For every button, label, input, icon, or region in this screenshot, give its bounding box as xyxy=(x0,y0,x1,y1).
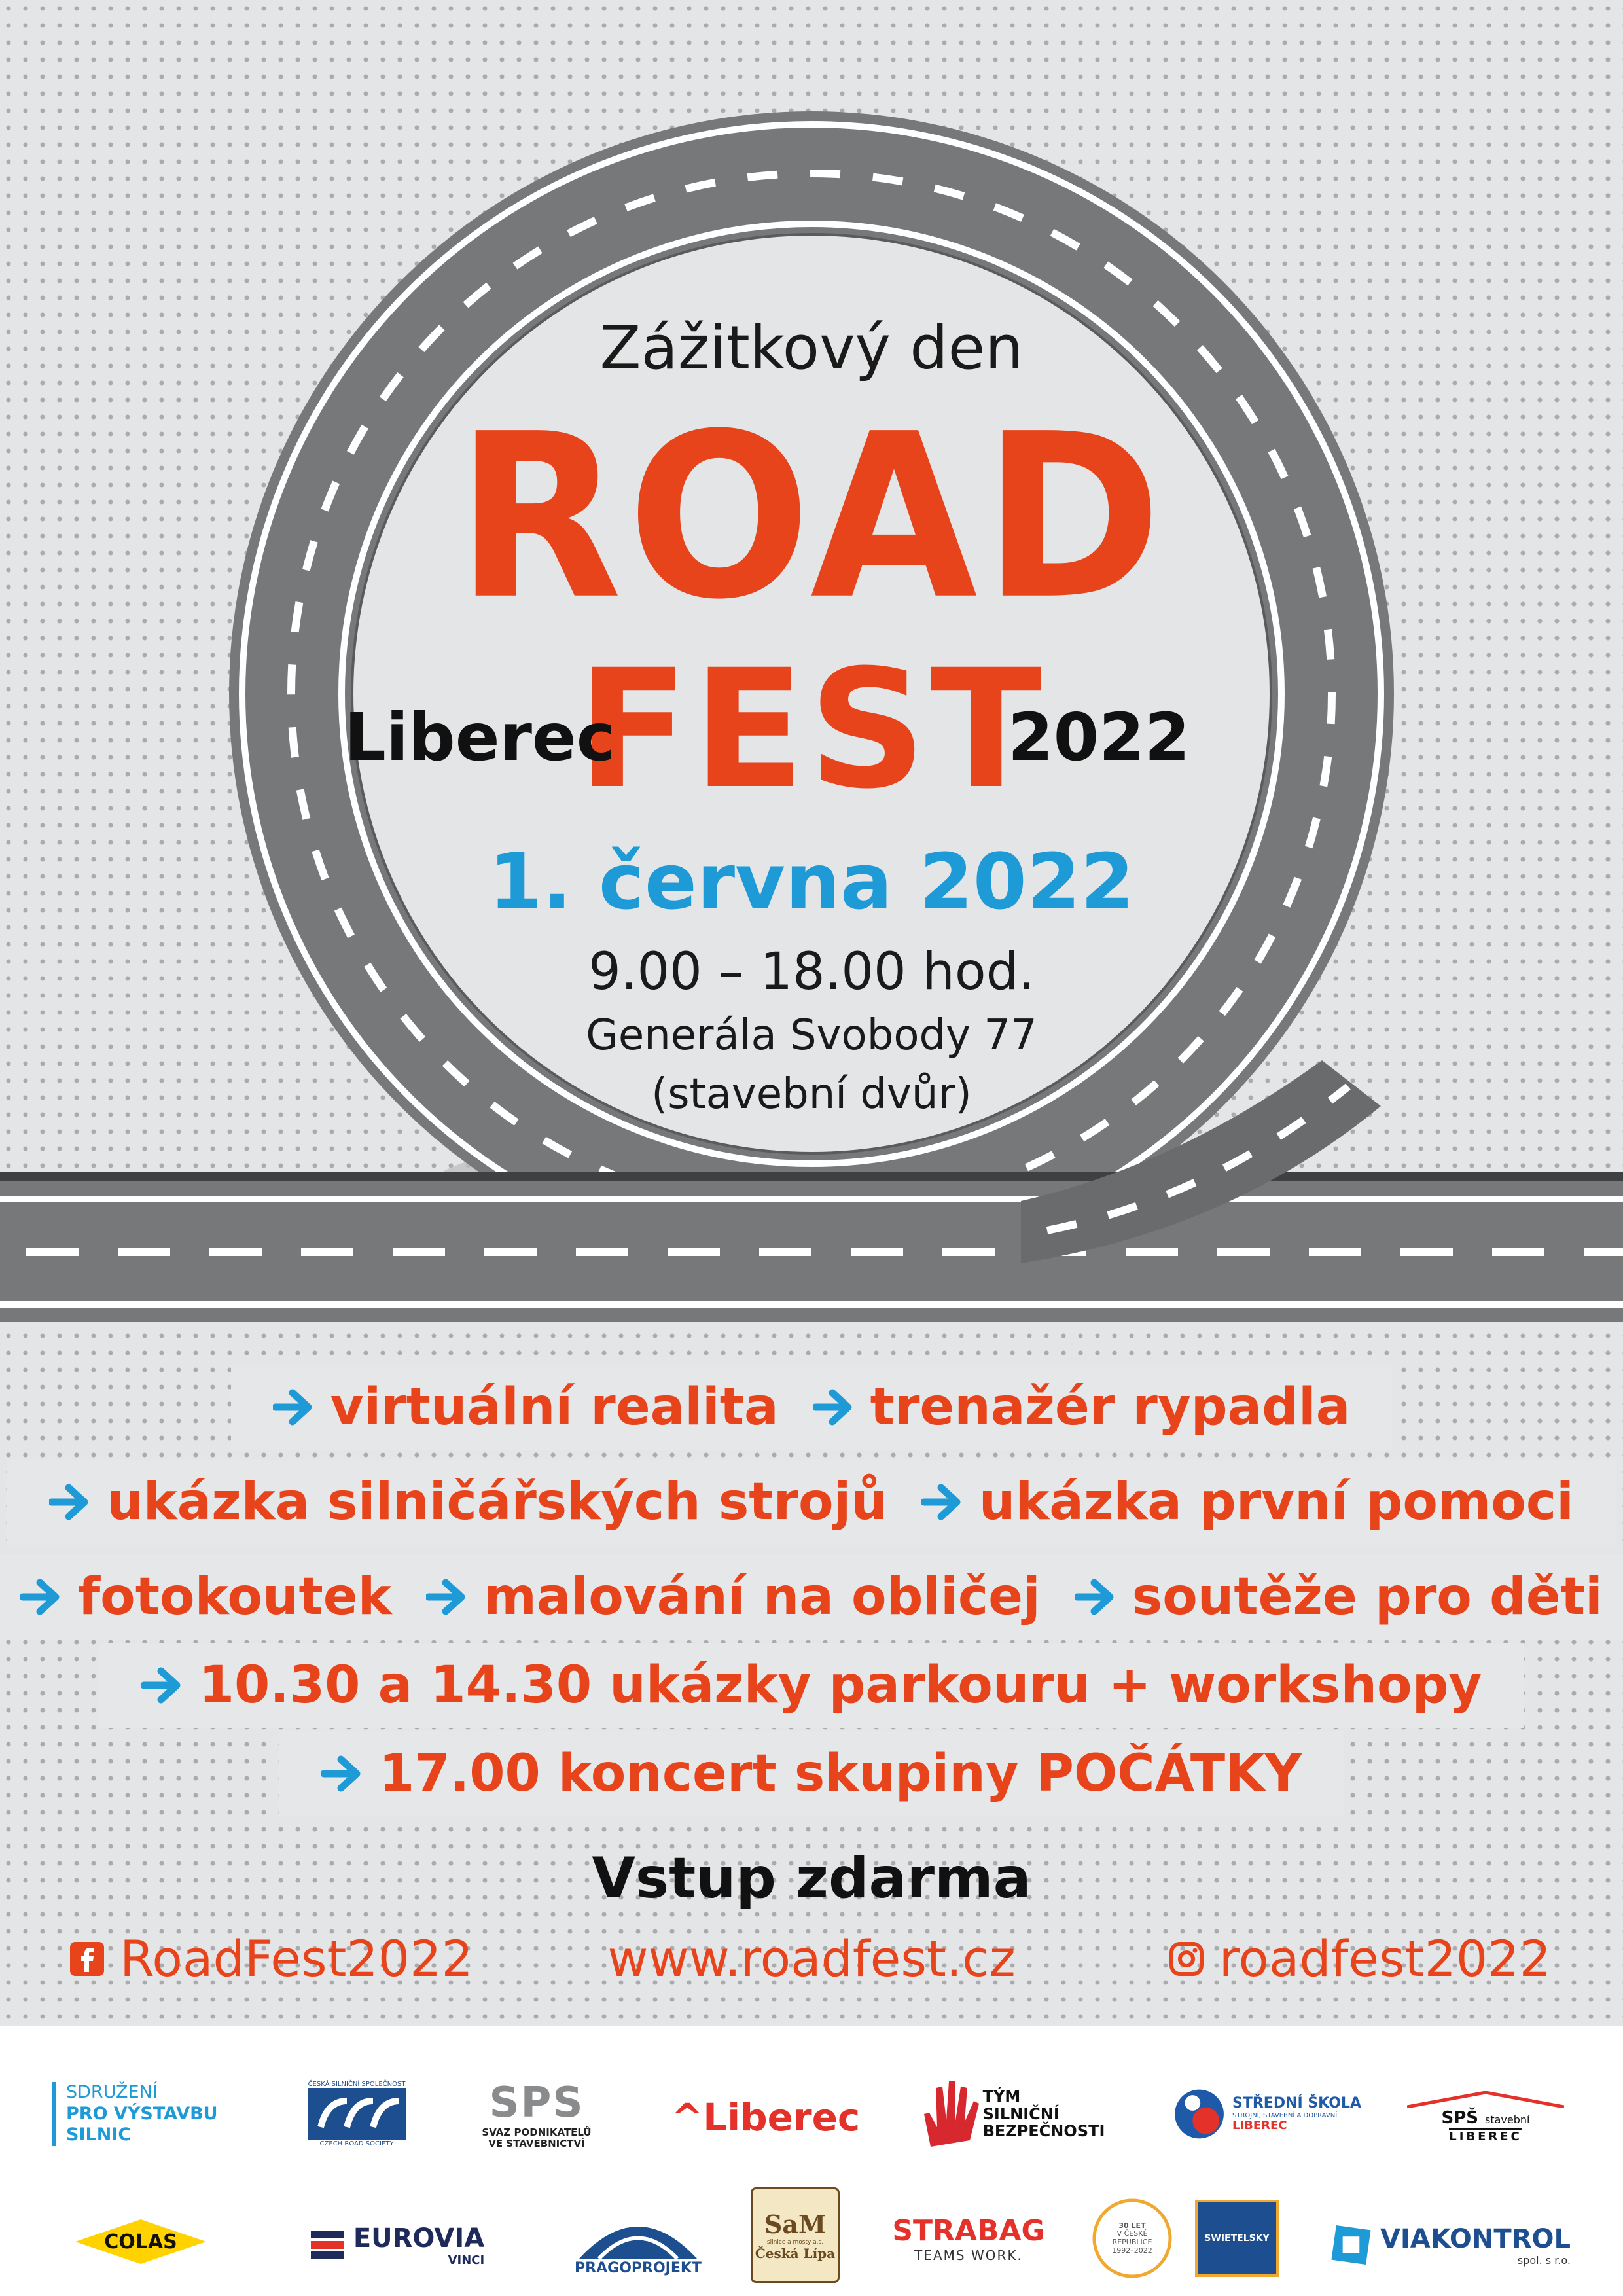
year-label: 2022 xyxy=(1008,699,1190,776)
logo-pragoprojekt xyxy=(563,2196,713,2287)
logo-sps-stavebni-top xyxy=(1442,2108,1530,2128)
logo-30-let xyxy=(1086,2189,1178,2287)
logo-liberec xyxy=(661,2085,870,2150)
logo-swietelsky-badge xyxy=(1195,2200,1279,2277)
activity-item xyxy=(321,1744,1302,1803)
logo-viakontrol xyxy=(1329,2209,1571,2281)
activity-label: virtuální realita xyxy=(330,1378,779,1437)
logo-vinci-name: VINCI xyxy=(448,2253,485,2267)
activity-row-4 xyxy=(0,1643,1623,1728)
logo-30-let-line: REPUBLICE xyxy=(1112,2238,1152,2246)
activity-item xyxy=(20,1568,391,1626)
arrow-right-icon xyxy=(426,1579,467,1615)
logo-30-let-line: V ČESKÉ xyxy=(1116,2229,1148,2238)
event-place: (stavební dvůr) xyxy=(651,1070,972,1119)
logo-tym-line: BEZPEČNOSTI xyxy=(982,2122,1105,2141)
activity-label: soutěže pro děti xyxy=(1132,1568,1603,1626)
activity-label: 10.30 a 14.30 ukázky parkouru + workshopy xyxy=(198,1656,1482,1715)
logo-sam-sub: silnice a mosty a.s. xyxy=(766,2238,824,2246)
logo-tym xyxy=(910,2065,1113,2163)
hand-icon xyxy=(918,2075,983,2153)
viakontrol-emblem-icon xyxy=(1329,2222,1374,2268)
eurovia-emblem-icon xyxy=(308,2225,347,2265)
activity-item xyxy=(426,1568,1041,1626)
logo-viakontrol-text xyxy=(1380,2224,1571,2267)
arrow-right-icon xyxy=(273,1389,313,1426)
activity-item xyxy=(141,1656,1482,1715)
css-emblem-icon xyxy=(308,2088,406,2140)
logo-30-let-line: 1992–2022 xyxy=(1112,2246,1152,2255)
arrow-right-icon xyxy=(49,1484,90,1520)
event-date: 1. června 2022 xyxy=(488,836,1135,927)
website-url: www.roadfest.cz xyxy=(607,1929,1016,1988)
activity-item xyxy=(273,1378,779,1437)
logo-viakontrol-name: VIAKONTROL xyxy=(1380,2223,1571,2254)
arrow-right-icon xyxy=(141,1667,182,1704)
event-subtitle: Zážitkový den xyxy=(599,313,1024,383)
logo-sps-stavebni xyxy=(1400,2085,1571,2150)
logo-sdruzeni-line: SILNIC xyxy=(66,2125,132,2145)
logo-pragoprojekt-text: PRAGOPROJEKT xyxy=(575,2259,702,2276)
logo-sdruzeni-line: SDRUŽENÍ xyxy=(66,2082,158,2103)
activity-label: 17.00 koncert skupiny POČÁTKY xyxy=(379,1744,1302,1803)
bridge-icon xyxy=(573,2208,704,2260)
logo-strabag-text: STRABAG xyxy=(892,2214,1045,2248)
activity-band xyxy=(231,1365,1393,1450)
logo-sps-mark: SPS xyxy=(489,2078,584,2127)
logo-sdruzeni-text xyxy=(52,2082,218,2145)
activity-band xyxy=(99,1643,1524,1728)
logo-eurovia-name: EUROVIA xyxy=(353,2223,485,2253)
logo-strabag xyxy=(883,2202,1054,2274)
roof-icon xyxy=(1407,2091,1564,2108)
logo-stredni-line: STŘEDNÍ ŠKOLA xyxy=(1232,2095,1361,2112)
logo-stredni-line: LIBEREC xyxy=(1232,2119,1287,2133)
logo-sam-badge xyxy=(751,2187,840,2283)
facebook-handle: RoadFest2022 xyxy=(120,1929,473,1988)
city-label: Liberec xyxy=(344,699,615,776)
logo-sdruzeni xyxy=(52,2075,242,2153)
school-emblem-icon xyxy=(1171,2081,1227,2147)
logo-sam-city: Česká Lípa xyxy=(755,2245,836,2261)
activity-label: trenažér rypadla xyxy=(870,1378,1351,1437)
logo-sps-sub xyxy=(482,2127,591,2150)
activity-row-5 xyxy=(0,1731,1623,1816)
activity-band xyxy=(279,1731,1344,1816)
logo-sps-stavebni-word: stavební xyxy=(1485,2113,1530,2126)
logo-sps-sub-line: SVAZ PODNIKATELŮ xyxy=(482,2126,592,2138)
arrow-right-icon xyxy=(1075,1579,1115,1615)
activity-label: malování na obličej xyxy=(483,1568,1041,1626)
event-address: Generála Svobody 77 xyxy=(586,1011,1037,1060)
arrow-right-icon xyxy=(321,1755,362,1792)
activity-band xyxy=(7,1460,1616,1545)
activity-row-3 xyxy=(0,1554,1623,1640)
logo-stredni-text xyxy=(1232,2095,1361,2132)
activity-label: ukázka první pomoci xyxy=(978,1473,1574,1532)
logo-stredni-skola xyxy=(1171,2065,1361,2163)
logo-eurovia xyxy=(288,2209,504,2281)
logo-sps xyxy=(471,2072,602,2157)
logo-sps-sub-line: VE STAVEBNICTVÍ xyxy=(488,2138,585,2149)
activity-row-1 xyxy=(0,1365,1623,1450)
sponsor-strip xyxy=(0,2026,1623,2296)
logo-css xyxy=(288,2072,425,2157)
title-road: ROAD xyxy=(455,385,1168,649)
logo-viakontrol-sub: spol. s r.o. xyxy=(1517,2253,1571,2267)
activity-label: fotokoutek xyxy=(78,1568,392,1626)
logo-stredni-line: STROJNÍ, STAVEBNÍ A DOPRAVNÍ xyxy=(1232,2111,1338,2119)
logo-eurovia-text xyxy=(353,2223,484,2267)
logo-css-bottom: CZECH ROAD SOCIETY xyxy=(319,2140,394,2147)
logo-tym-line: SILNIČNÍ xyxy=(982,2104,1060,2123)
arrow-right-icon xyxy=(921,1484,962,1520)
free-entry-label: Vstup zdarma xyxy=(592,1846,1031,1911)
instagram-icon xyxy=(1168,1941,1205,1977)
logo-swietelsky-text: SWIETELSKY xyxy=(1204,2233,1270,2244)
logo-colas xyxy=(59,2209,223,2274)
logo-tym-line: TÝM xyxy=(982,2087,1021,2106)
logo-sdruzeni-line: PRO VÝSTAVBU xyxy=(66,2103,218,2124)
activity-row-2 xyxy=(0,1460,1623,1545)
logo-liberec-text: ^Liberec xyxy=(671,2095,861,2140)
activity-item xyxy=(921,1473,1574,1532)
logo-tym-text xyxy=(983,2088,1105,2140)
logo-30-let-line: 30 LET xyxy=(1118,2221,1146,2230)
instagram-link[interactable] xyxy=(1168,1929,1551,1988)
logo-sam-mark: SaM xyxy=(764,2209,827,2239)
activity-item xyxy=(49,1473,887,1532)
logo-sps-stavebni-city: LIBEREC xyxy=(1449,2128,1522,2144)
logo-css-top: ČESKÁ SILNIČNÍ SPOLEČNOST xyxy=(308,2081,406,2088)
arrow-right-icon xyxy=(20,1579,61,1615)
activity-item xyxy=(813,1378,1351,1437)
logo-swietelsky xyxy=(1191,2196,1283,2281)
logo-strabag-sub: TEAMS WORK. xyxy=(914,2247,1023,2263)
title-fest: FEST xyxy=(577,634,1046,825)
arrow-right-icon xyxy=(813,1389,853,1426)
event-time: 9.00 – 18.00 hod. xyxy=(588,942,1035,1001)
logo-sps-stavebni-mark: SPŠ xyxy=(1441,2108,1479,2128)
activity-item xyxy=(1075,1568,1603,1626)
logo-30-let-text xyxy=(1112,2222,1152,2255)
activity-band xyxy=(0,1554,1623,1640)
logo-colas-text: COLAS xyxy=(104,2230,177,2253)
instagram-handle: roadfest2022 xyxy=(1219,1929,1551,1988)
activity-label: ukázka silničářských strojů xyxy=(107,1473,887,1532)
logo-sam xyxy=(746,2186,844,2284)
